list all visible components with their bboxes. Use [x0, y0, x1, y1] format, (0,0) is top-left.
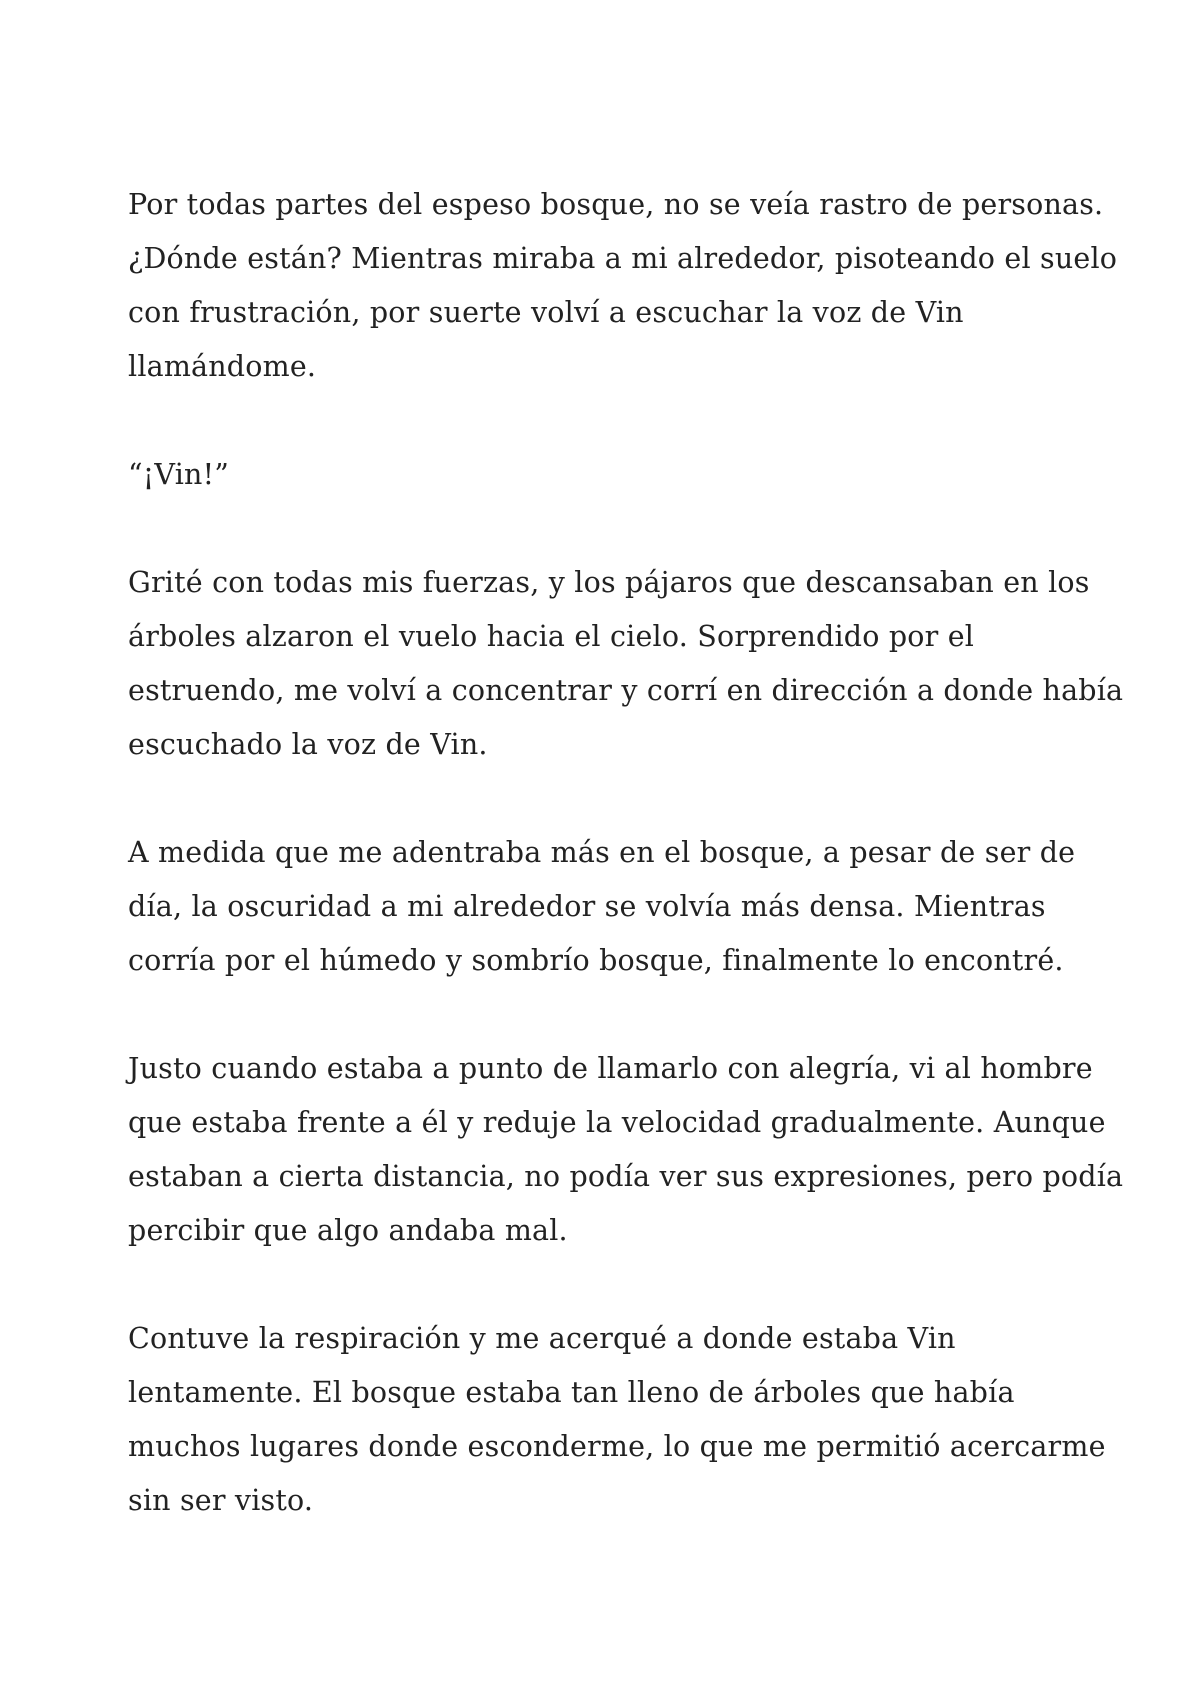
text-line: día, la oscuridad a mi alrededor se volvía más densa. Mientras	[128, 890, 1046, 923]
paragraph-3	[128, 556, 1124, 772]
paragraph-2-dialogue	[128, 448, 1088, 502]
paragraph-1	[128, 178, 1118, 394]
paragraph-4	[128, 826, 1088, 988]
text-line: Justo cuando estaba a punto de llamarlo con alegría, vi al hombre	[128, 1052, 1093, 1085]
text-line: ¿Dónde están? Mientras miraba a mi alrededor, pisoteando el suelo	[128, 242, 1118, 275]
text-line: Contuve la respiración y me acerqué a donde estaba Vin	[128, 1322, 956, 1355]
text-line: estruendo, me volví a concentrar y corrí en dirección a donde había	[128, 674, 1124, 707]
text-line: estaban a cierta distancia, no podía ver sus expresiones, pero podía	[128, 1160, 1124, 1193]
paragraph-6	[128, 1312, 1106, 1528]
text-line: Por todas partes del espeso bosque, no se veía rastro de personas.	[128, 188, 1104, 221]
text-line: llamándome.	[128, 350, 317, 383]
text-line: Grité con todas mis fuerzas, y los pájaros que descansaban en los	[128, 566, 1090, 599]
text-line: A medida que me adentraba más en el bosque, a pesar de ser de	[128, 836, 1076, 869]
text-line: con frustración, por suerte volví a escuchar la voz de Vin	[128, 296, 964, 329]
text-line: lentamente. El bosque estaba tan lleno de árboles que había	[128, 1376, 1015, 1409]
text-line: árboles alzaron el vuelo hacia el cielo. Sorprendido por el	[128, 620, 975, 653]
text-line: sin ser visto.	[128, 1484, 314, 1517]
text-line: muchos lugares donde esconderme, lo que me permitió acercarme	[128, 1430, 1106, 1463]
text-line: percibir que algo andaba mal.	[128, 1214, 568, 1247]
text-line: escuchado la voz de Vin.	[128, 728, 488, 761]
text-line: corría por el húmedo y sombrío bosque, finalmente lo encontré.	[128, 944, 1064, 977]
text-line: que estaba frente a él y reduje la velocidad gradualmente. Aunque	[128, 1106, 1106, 1139]
body-text	[128, 178, 1124, 1582]
paragraph-5	[128, 1042, 1124, 1258]
text-line: “¡Vin!”	[128, 458, 229, 491]
